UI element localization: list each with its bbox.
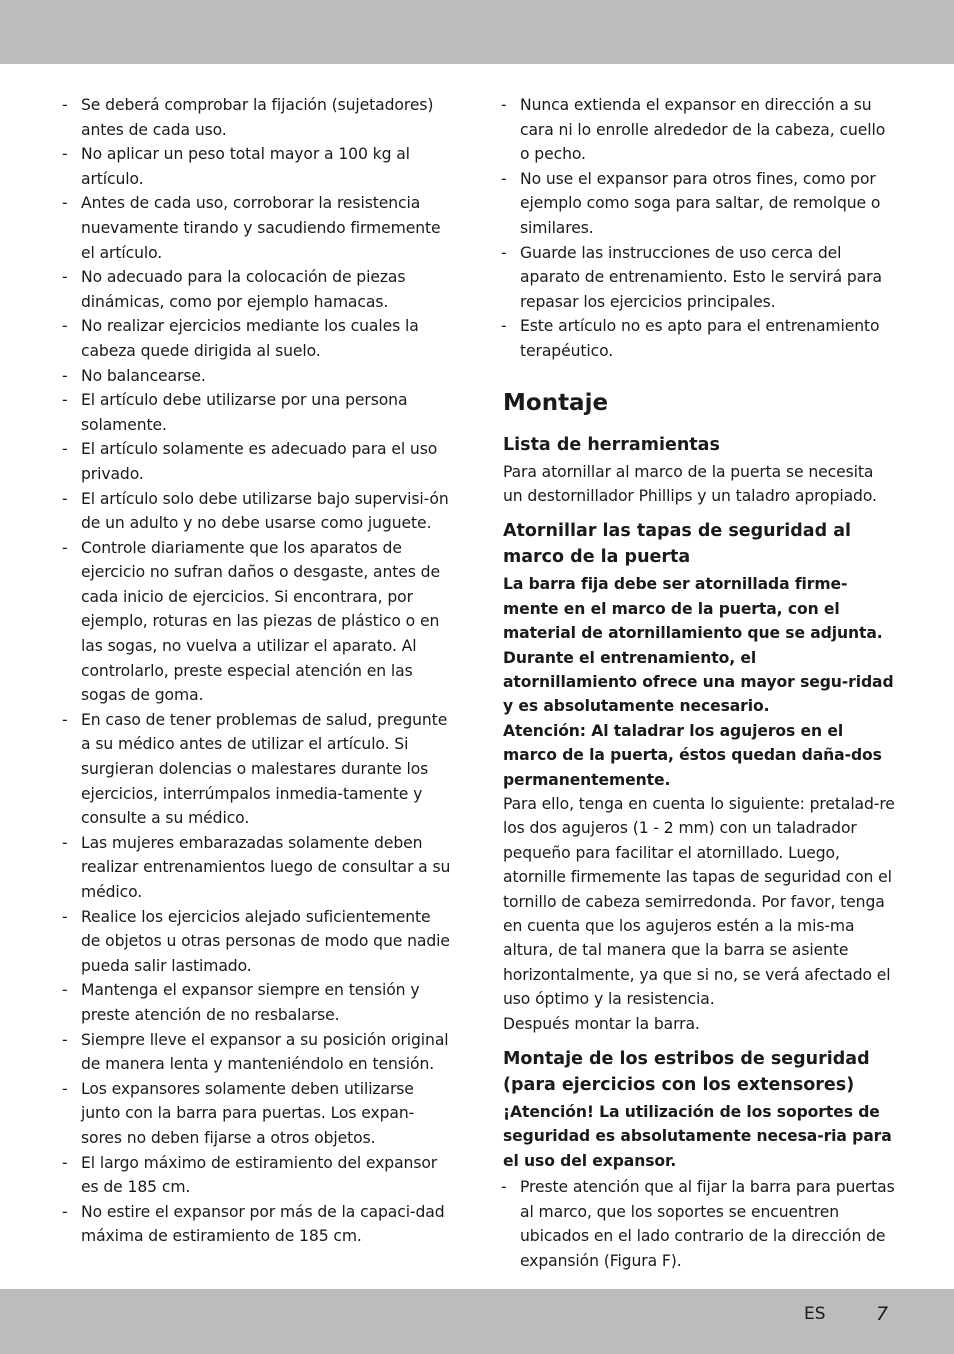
caps-after: Después montar la barra. (503, 1014, 700, 1033)
caps-attention: Atención: Al taladrar los agujeros en el marco de la puerta, éstos quedan daña-dos permanentemente. (503, 721, 882, 789)
list-item: - Las mujeres embarazadas solamente deben realizar entrenamientos luego de consultar a su médico. (62, 831, 454, 905)
list-item: - Realice los ejercicios alejado suficientemente de objetos u otras personas de modo que nadie pueda salir lastimado. (62, 905, 454, 979)
stirrups-heading: Montaje de los estribos de seguridad (para ejercicios con los extensores) (503, 1049, 870, 1096)
list-item: - Nunca extienda el expansor en dirección a su cara ni lo enrolle alrededor de la cabeza, cuello o pecho. (501, 93, 895, 167)
tools-text: Para atornillar al marco de la puerta se necesita un destornillador Phillips y un taladro apropiado. (503, 462, 877, 505)
list-item: - El largo máximo de estiramiento del expansor es de 185 cm. (62, 1151, 454, 1200)
list-item: - Mantenga el expansor siempre en tensión y preste atención de no resbalarse. (62, 978, 454, 1027)
list-item: - No realizar ejercicios mediante los cuales la cabeza quede dirigida al suelo. (62, 314, 454, 363)
list-item: - Controle diariamente que los aparatos de ejercicio no sufran daños o desgaste, antes de cada inicio de ejercicios. Si encontrara, por ejemplo, roturas en las piezas de plástico o en las sogas, no vuelva a utilizar el aparato. Al controlarlo, preste especial atención en las sogas de goma. (62, 536, 454, 708)
list-item: - El artículo debe utilizarse por una persona solamente. (62, 388, 454, 437)
right-column (501, 93, 895, 1274)
stirrups-list (501, 1175, 895, 1273)
caps-warning: La barra fija debe ser atornillada firme-mente en el marco de la puerta, con el material de atornillamiento que se adjunta. Durante el entrenamiento, el atornillamiento ofrece una mayor segu-ridad y es absolutamente necesario. (503, 575, 894, 716)
list-item: - Antes de cada uso, corroborar la resistencia nuevamente tirando y sacudiendo firmemente el artículo. (62, 191, 454, 265)
list-item: - No use el expansor para otros fines, como por ejemplo como soga para saltar, de remolque o similares. (501, 167, 895, 241)
list-item: - Siempre lleve el expansor a su posición original de manera lenta y manteniéndolo en tensión. (62, 1028, 454, 1077)
list-item: - Los expansores solamente deben utilizarse junto con la barra para puertas. Los expan-sores no deben fijarse a otros objetos. (62, 1077, 454, 1151)
list-item: - Preste atención que al fijar la barra para puertas al marco, que los soportes se encuentren ubicados en el lado contrario de la dirección de expansión (Figura F). (501, 1175, 895, 1273)
list-item: - Este artículo no es apto para el entrenamiento terapéutico. (501, 314, 895, 363)
tools-heading: Lista de herramientas (503, 434, 720, 455)
list-item: - No balancearse. (62, 364, 454, 389)
language-code: ES (804, 1304, 826, 1324)
header-bar (0, 0, 954, 64)
stirrups-warning: ¡Atención! La utilización de los soportes de seguridad es absolutamente necesa-ria para el uso del expansor. (503, 1103, 892, 1170)
caps-instructions: Para ello, tenga en cuenta lo siguiente: pretalad-re los dos agujeros (1 - 2 mm) con un taladrador pequeño para facilitar el atornillado. Luego, atornille firmemente las tapas de seguridad con el tornillo de cabeza semirredonda. Por favor, tenga en cuenta que los agujeros estén a la mis-ma altura, de tal manera que la barra se asiente horizontalmente, ya que si no, se verá afectado el uso óptimo y la resistencia. (503, 795, 895, 1009)
page-number: 7 (876, 1303, 889, 1325)
safety-list (62, 93, 454, 1249)
list-item: - Se deberá comprobar la fijación (sujetadores) antes de cada uso. (62, 93, 454, 142)
list-item: - El artículo solo debe utilizarse bajo supervisi-ón de un adulto y no debe usarse como juguete. (62, 487, 454, 536)
list-item: - No adecuado para la colocación de piezas dinámicas, como por ejemplo hamacas. (62, 265, 454, 314)
caps-heading: Atornillar las tapas de seguridad al marco de la puerta (503, 521, 852, 568)
left-column (62, 93, 454, 1249)
list-item: - En caso de tener problemas de salud, pregunte a su médico antes de utilizar el artículo. Si surgieran dolencias o malestares durante los ejercicios, interrúmpalos inmedia-tamente y consulte a su médico. (62, 708, 454, 831)
section-title: Montaje (503, 389, 609, 416)
list-item: - El artículo solamente es adecuado para el uso privado. (62, 437, 454, 486)
list-item: - No estire el expansor por más de la capaci-dad máxima de estiramiento de 185 cm. (62, 1200, 454, 1249)
list-item: - Guarde las instrucciones de uso cerca del aparato de entrenamiento. Esto le servirá para repasar los ejercicios principales. (501, 241, 895, 315)
safety-list-continued (501, 93, 895, 364)
list-item: - No aplicar un peso total mayor a 100 kg al artículo. (62, 142, 454, 191)
